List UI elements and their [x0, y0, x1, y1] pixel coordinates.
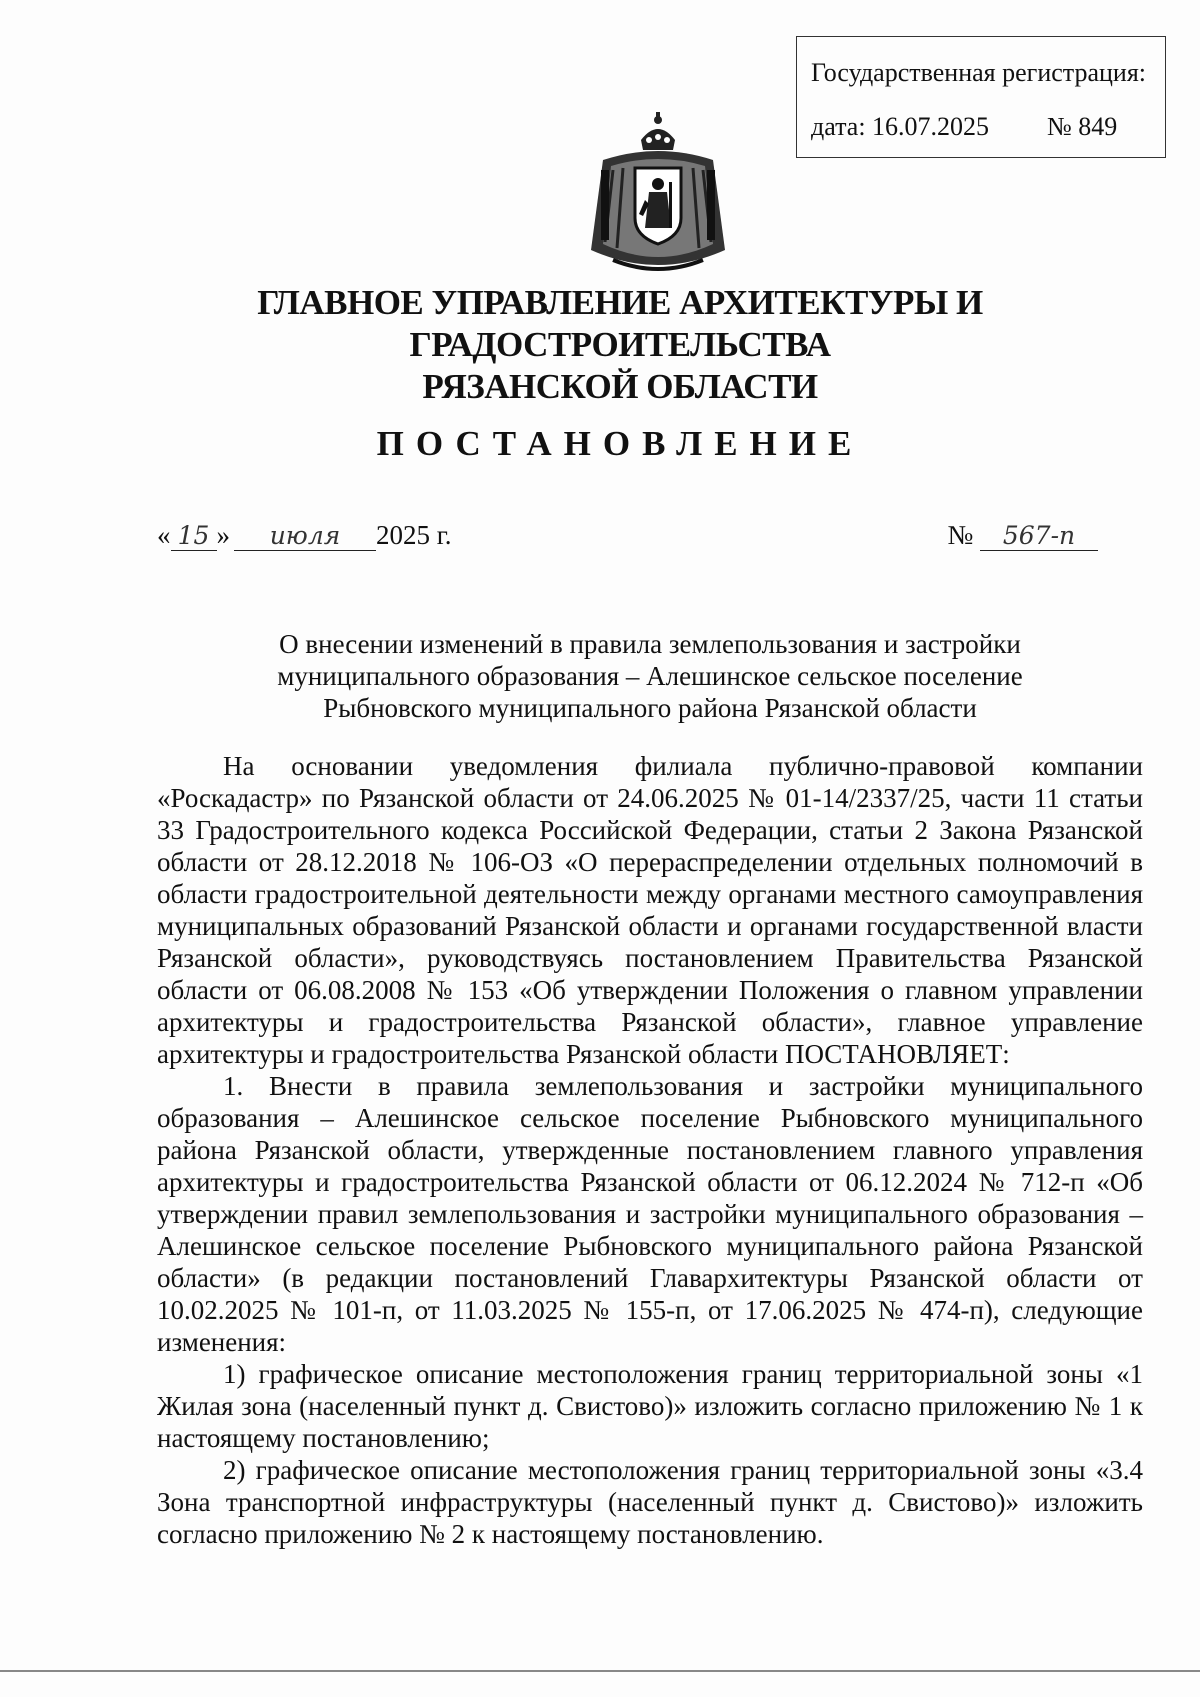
document-type-title: ПОСТАНОВЛЕНИЕ [376, 424, 864, 463]
subitem-2-paragraph: 2) графическое описание местоположения границ территориальной зоны «3.4 Зона транспортной инфраструктуры (населенный пункт д. Свистово)» изложить согласно приложению № 2 к настоящему постановлению. [157, 1455, 1143, 1549]
item-1-paragraph: 1. Внести в правила землепользования и застройки муниципального образования – Алешинское сельское поселение Рыбновского муниципального района Рязанской области, утвержденные постановлением главного управления архитектуры и градостроительства Рязанской области от 06.12.2024 № 712-п «Об утверждении правил землепользования и застройки муниципального образования – Алешинское сельское поселение Рыбновского муниципального района Рязанской области» (в редакции постановлений Главархитектуры Рязанской области от 10.02.2025 № 101-п, от 11.03.2025 № 155-п, от 17.06.2025 № 474-п), следующие изменения: [157, 1071, 1143, 1357]
subitem-1-paragraph: 1) графическое описание местоположения границ территориальной зоны «1 Жилая зона (населенный пункт д. Свистово)» изложить согласно приложению № 1 к настоящему постановлению; [157, 1359, 1143, 1453]
decree-day: 15 [171, 522, 217, 551]
registration-stamp [796, 36, 1166, 158]
decree-number [947, 520, 1098, 551]
subject-line1: О внесении изменений в правила землепользования и застройки [279, 629, 1021, 659]
subject-line2: муниципального образования – Алешинское сельское поселение [277, 661, 1023, 691]
registration-date: дата: 16.07.2025 [811, 112, 990, 141]
registration-title: Государственная регистрация: [811, 58, 1147, 87]
decree-number-prefix: № [947, 520, 974, 550]
agency-name-line1: ГЛАВНОЕ УПРАВЛЕНИЕ АРХИТЕКТУРЫ И ГРАДОСТРОИТЕЛЬСТВА [257, 283, 983, 364]
subject-line3: Рыбновского муниципального района Рязанской области [323, 693, 977, 723]
decree-number-value: 567-п [980, 522, 1098, 551]
preamble-paragraph: На основании уведомления филиала публично-правовой компании «Роскадастр» по Рязанской области от 24.06.2025 № 01-14/2337/25, части 11 статьи 33 Градостроительного кодекса Российской Федерации, статьи 2 Закона Рязанской области от 28.12.2018 № 106-ОЗ «О перераспределении отдельных полномочий в области градостроительной деятельности между органами местного самоуправления муниципальных образований Рязанской области и органами государственной власти Рязанской области», руководствуясь постановлением Правительства Рязанской области от 06.08.2008 № 153 «Об утверждении Положения о главном управлении архитектуры и градостроительства Рязанской области», главное управление архитектуры и градостроительства Рязанской области ПОСТАНОВЛЯЕТ: [157, 751, 1143, 1069]
coat-of-arms-icon [583, 110, 733, 280]
decree-month: июля [234, 522, 376, 551]
decree-body [157, 750, 1143, 1550]
decree-year: 2025 г. [376, 520, 452, 550]
quote-open: « [157, 520, 171, 550]
agency-name [100, 282, 1140, 408]
quote-close: » [216, 520, 230, 550]
decree-date [157, 520, 452, 551]
agency-name-line2: РЯЗАНСКОЙ ОБЛАСТИ [422, 367, 818, 406]
decree-subject [157, 628, 1143, 724]
registration-number: № 849 [1047, 112, 1118, 141]
scan-edge-rule [0, 1670, 1200, 1672]
